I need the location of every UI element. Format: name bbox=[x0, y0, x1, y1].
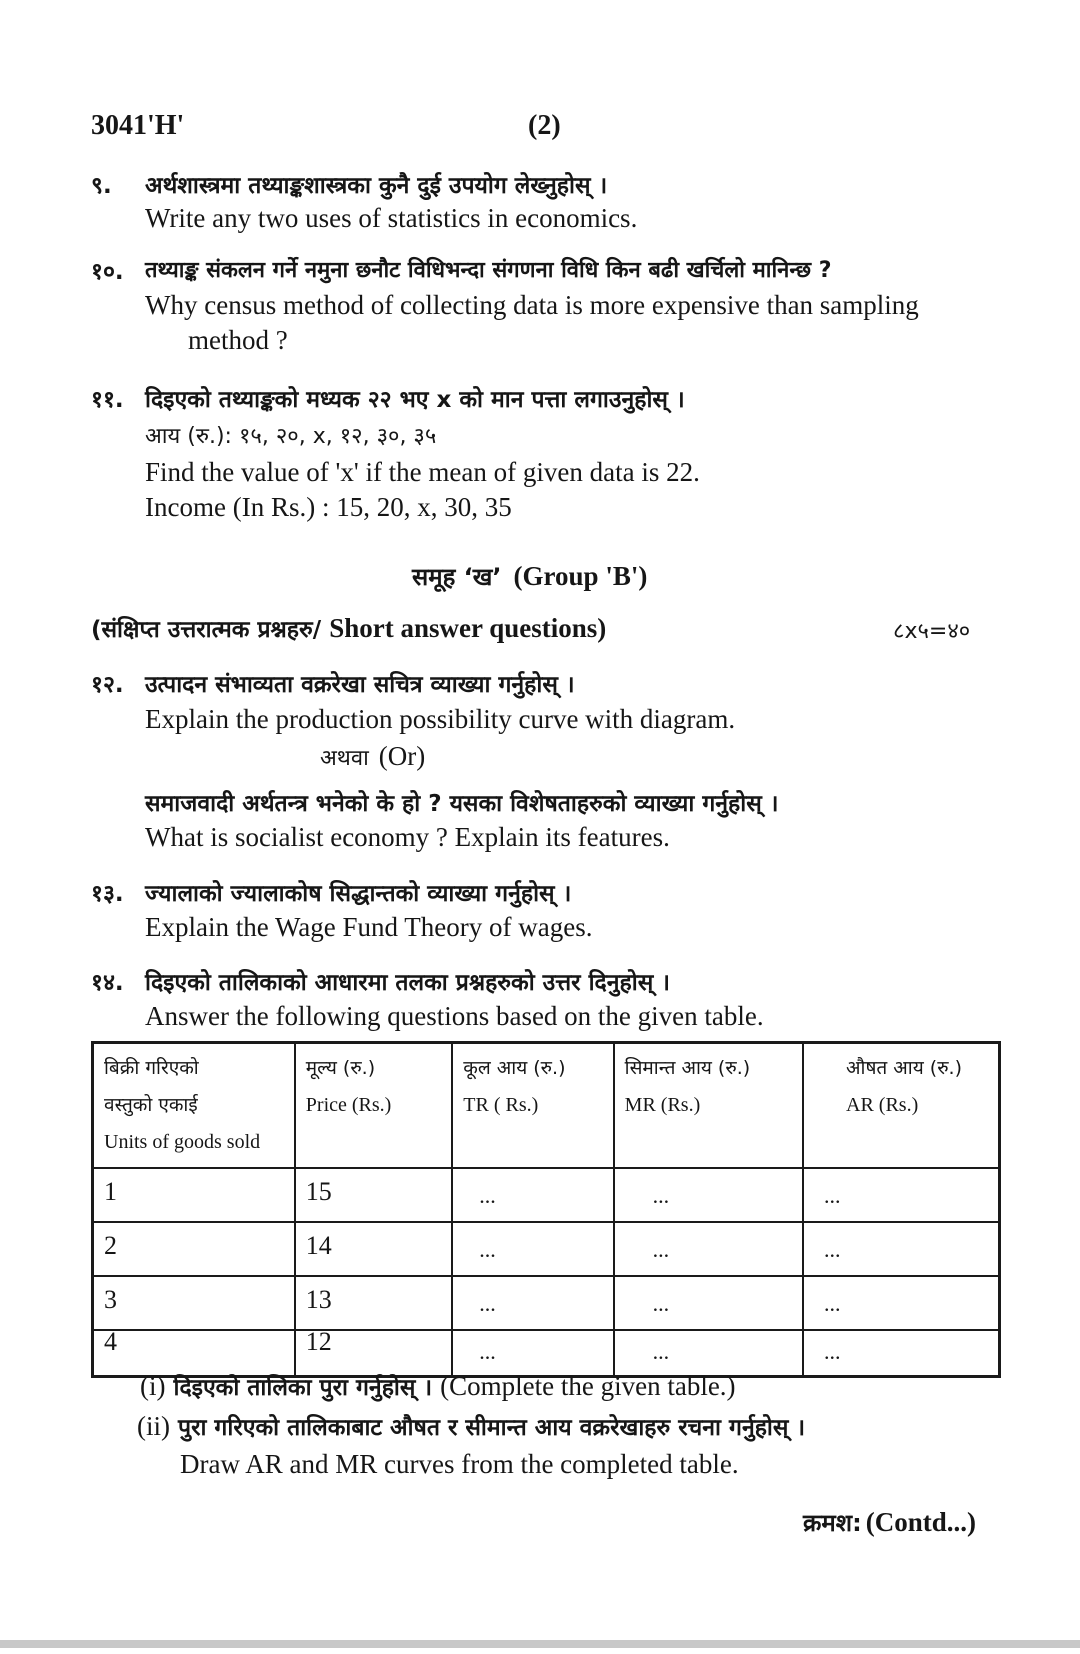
table-cell: ... bbox=[452, 1276, 613, 1330]
table-header-cell: सिमान्त आय (रु.) MR (Rs.) bbox=[614, 1043, 803, 1169]
question-number: १४. bbox=[91, 970, 124, 996]
question-text-en: Write any two uses of statistics in economics. bbox=[145, 203, 638, 233]
table-cell: 2 bbox=[93, 1222, 295, 1276]
question-text-en: Why census method of collecting data is more expensive than sampling bbox=[145, 290, 919, 320]
table-row bbox=[93, 1168, 1000, 1222]
table-cell: ... bbox=[614, 1276, 803, 1330]
question-text-np: ज्यालाको ज्यालाकोष सिद्धान्तको व्याख्या गर्नुहोस् । bbox=[145, 881, 572, 907]
group-subtitle bbox=[91, 612, 606, 644]
table-cell: 15 bbox=[295, 1168, 452, 1222]
question-number: १३. bbox=[91, 881, 124, 907]
question-number: १०. bbox=[91, 259, 124, 285]
table-cell: ... bbox=[614, 1168, 803, 1222]
question-text-en: Explain the Wage Fund Theory of wages. bbox=[145, 912, 593, 942]
sub-question-number: (i) bbox=[140, 1371, 166, 1401]
sub-question-number: (ii) bbox=[137, 1411, 170, 1441]
question-text-np: दिइएको तथ्याङ्कको मध्यक २२ भए x को मान पत्ता लगाउनुहोस् । bbox=[145, 387, 685, 413]
table-cell: ... bbox=[452, 1222, 613, 1276]
paper-code: 3041'H' bbox=[91, 110, 185, 141]
question-text-np: उत्पादन संभाव्यता वक्ररेखा सचित्र व्याख्या गर्नुहोस् । bbox=[145, 672, 575, 698]
table-cell: 3 bbox=[93, 1276, 295, 1330]
question-data-np: आय (रु.): १५, २०, x, १२, ३०, ३५ bbox=[145, 424, 437, 449]
table-row bbox=[93, 1222, 1000, 1276]
table-header-cell: मूल्य (रु.) Price (Rs.) bbox=[295, 1043, 452, 1169]
page-bottom-edge bbox=[0, 1640, 1080, 1648]
continued-np: क्रमश: bbox=[803, 1509, 862, 1537]
alt-question-np: समाजवादी अर्थतन्त्र भनेको के हो ? यसका विशेषताहरुको व्याख्या गर्नुहोस् । bbox=[145, 791, 779, 817]
continued-note bbox=[803, 1506, 976, 1539]
question-text-np: तथ्याङ्क संकलन गर्ने नमुना छनौट विधिभन्दा संगणना विधि किन बढी खर्चिलो मानिन्छ ? bbox=[145, 258, 832, 283]
table-cell: 14 bbox=[295, 1222, 452, 1276]
question-text-np: अर्थशास्त्रमा तथ्याङ्कशास्त्रका कुनै दुई उपयोग लेख्नुहोस् । bbox=[145, 173, 608, 199]
table-cell: ... bbox=[614, 1330, 803, 1377]
table-cell: ... bbox=[803, 1330, 999, 1377]
group-subtitle-np: (संक्षिप्त उत्तरात्मक प्रश्नहरु/ bbox=[91, 617, 322, 643]
sub-question-en: (Complete the given table.) bbox=[440, 1371, 736, 1401]
or-en: (Or) bbox=[378, 741, 426, 771]
question-text-en-cont: method ? bbox=[188, 325, 288, 355]
question-number: ११. bbox=[91, 387, 124, 413]
table-header-cell: बिक्री गरिएको वस्तुको एकाई Units of goods sold bbox=[93, 1043, 295, 1169]
table-header-row bbox=[93, 1043, 1000, 1169]
question-number: ९. bbox=[91, 173, 112, 199]
question-text-en: Answer the following questions based on the given table. bbox=[145, 1001, 764, 1031]
alt-question-en: What is socialist economy ? Explain its features. bbox=[145, 822, 670, 852]
page-number: (2) bbox=[528, 110, 561, 141]
group-title bbox=[412, 560, 647, 593]
table-cell: ... bbox=[614, 1222, 803, 1276]
table-cell: 1 bbox=[93, 1168, 295, 1222]
continued-en: (Contd...) bbox=[865, 1507, 976, 1537]
question-data-en: Income (In Rs.) : 15, 20, x, 30, 35 bbox=[145, 492, 512, 522]
table-cell: ... bbox=[452, 1330, 613, 1377]
table-cell: 13 bbox=[295, 1276, 452, 1330]
table-cell: 12 bbox=[295, 1330, 452, 1377]
table-row bbox=[93, 1276, 1000, 1330]
group-title-np: समूह ‘ख’ bbox=[412, 563, 502, 591]
table-cell: ... bbox=[452, 1168, 613, 1222]
table-cell: ... bbox=[803, 1276, 999, 1330]
question-text-en: Explain the production possibility curve with diagram. bbox=[145, 704, 736, 734]
group-marks: ८x५=४० bbox=[893, 619, 971, 644]
group-title-en: (Group 'B') bbox=[513, 561, 648, 591]
sub-question-en: Draw AR and MR curves from the completed table. bbox=[180, 1449, 739, 1479]
sub-question-np: पुरा गरिएको तालिकाबाट औषत र सीमान्त आय वक्ररेखाहरु रचना गर्नुहोस् । bbox=[178, 1415, 806, 1441]
or-np: अथवा bbox=[320, 746, 369, 771]
sub-question-i bbox=[140, 1370, 736, 1402]
or-separator bbox=[320, 741, 425, 772]
question-number: १२. bbox=[91, 672, 124, 698]
group-subtitle-en: Short answer questions) bbox=[329, 613, 607, 643]
table-cell: 4 bbox=[93, 1330, 295, 1377]
table-header-cell: कूल आय (रु.) TR ( Rs.) bbox=[452, 1043, 613, 1169]
sub-question-ii bbox=[137, 1410, 805, 1442]
table-header-cell: औषत आय (रु.) AR (Rs.) bbox=[803, 1043, 999, 1169]
question-text-en: Find the value of 'x' if the mean of given data is 22. bbox=[145, 457, 700, 487]
revenue-table bbox=[91, 1041, 1001, 1378]
table-cell: ... bbox=[803, 1168, 999, 1222]
question-text-np: दिइएको तालिकाको आधारमा तलका प्रश्नहरुको उत्तर दिनुहोस् । bbox=[145, 970, 670, 996]
sub-question-np: दिइएको तालिका पुरा गर्नुहोस् । bbox=[173, 1375, 433, 1401]
table-cell: ... bbox=[803, 1222, 999, 1276]
